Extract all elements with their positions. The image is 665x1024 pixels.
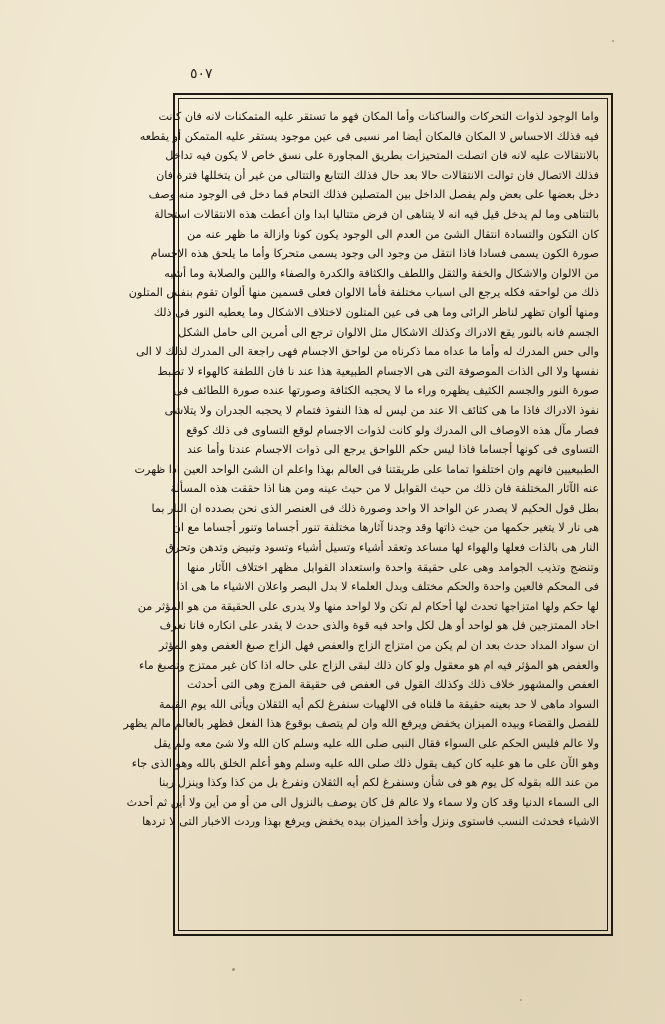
text-line: فى المحكم فالعين واحدة والحكم مختلف وبدل العلماء لا بدل البصر واعلان الاشياء ما هى اذا [176,580,599,594]
text-line: بالتناهى وما لم يدخل قيل فيه انه لا يتناهى ان فرض متتاليا ابدا وان أعطت هذه الانتقالات استحالة [154,207,599,221]
text-line: من عند الله بقوله كل يوم هو فى شأن وسنفرغ لكم أيه الثقلان ونفرغ بل من كذا وكذا وينزل ربنا [158,776,599,790]
text-line: النار هى بالذات فعلها والهواء لها مساعد وتعقد أشياء وتسيل أشياء وتسود وتبيض وتدهن وتحرق [165,541,599,555]
text-line: هى نار لا يتغير حكمها من حيث ذاتها وقد وجدنا آثارها مختلفة تنور أجساما وتنور أجساما مع ان [172,521,599,535]
text-line: نفوذ الادراك فاذا ما هى كثائف الا عند من ليس له هذا النفوذ فتمام لا يحجبه الجدران ولا يتلاشى [164,403,599,417]
text-line: واما الوجود لذوات التحركات والساكنات وأما المكان فهو ما تستقر عليه المتمكنات لانه فان كانت [158,110,599,123]
text-line: من الالوان والاشكال والخفة والثقل واللطف والكثافة والكدرة والصفاء واللين والصلابة وما أشبه [164,266,599,280]
text-line: بالانتقالات عليه لانه فان اتصلت المتحيزات بطريق المجاورة على نسق خاص لا يكون فيه تداخل [165,149,599,163]
text-line: الطبيعيين فانهم وان اختلفوا تماما على طريقتنا فى العالم بهذا واعلم ان الشئ الواحد العين اذا ظهرت [134,462,599,476]
text-line: صورة النور والجسم الكثيف يظهره وراء ما لا يحجبه الكثافة وصورتها عنده صورة اللطائف فى [173,384,599,398]
text-line: ان سواد المداد حدث بعد ان لم يكن من امتزاج الزاج والعفص فهل الزاج صبغ العفص وهو المؤثر [158,639,599,653]
text-line: للفصل والقضاء وبيده الميزان يخفض ويرفع الله وان لم يتصف بوقوع هذا الفعل فظهر بالعالم مالم يظهر [123,717,599,731]
text-line: ولا عالم فليس الحكم على السواء فقال النبى صلى الله عليه وسلم كان الله ولا شئ معه ولم يقل [153,737,599,750]
text-frame-inner [123,98,608,931]
paper-speck [232,968,235,971]
text-line: عنه الآثار المختلفة فان ذلك من حيث القوابل لا من حيث عينه ومن هنا اذا حققت هذه المسألة [170,482,599,496]
paper-speck [612,40,614,42]
text-line: والعفص هو المؤثر فيه ام هو معقول ولو كان ذلك لبقى الزاج على حاله اذا كان غير ممتزج وتصبغ ماء [139,658,599,672]
text-line: احاد الممتزجين فل هو لواحد أو هل لكل واحد فيه قوة والذى حدث لا يقدر على انكاره فانا نعرف [159,619,599,633]
text-line: السواد ماهى لا حد بعينه حقيقة ما قلناه فى الالهيات سنفرغ لكم أيه الثقلان ويأتى الله يوم القيمة [159,697,599,711]
text-line: ذلك من لواحقه فكله يرجع الى اسباب مختلفة فأما الالوان فعلى قسمين منها ألوان تقوم بنفس المتلون [128,286,599,300]
text-line: كان التكون والتسادة انتقال الشئ من العدم الى الوجود يكون كونا وازالة ما ظهر عنه من [187,227,599,241]
text-line: العفص والمشهور خلاف ذلك وكذلك القول فى العفص فى حقيقة المزج وهى التى أحدثت [187,678,599,692]
text-line: فذلك الاتصال فان توالت الانتقالات حالا بعد حال فذلك التتابع والتتالى من غير أن يتخللها فترة فان [156,168,599,182]
text-line: ومنها ألوان تظهر لناظر الرائى وما هى فى عين المتلون لاختلاف الاشكال وما يعطيه النور فى ذلك [153,305,599,319]
text-line: بطل قول الحكيم لا يصدر عن الواحد الا واحد وصورة ذلك فى العنصر الذى نحن بصدده ان النار بما [151,501,599,515]
text-line: والى حس المدرك له وأما ما عداه مما ذكرناه من لواحق الاجسام فهى راجعة الى المدرك لذلك لا الى [136,345,599,359]
text-line: لها حكم ولها امتزاجها تحدث لها أحكام لم تكن ولا لواحد منها ولا يدرى على الحقيقة من هو المؤثر من [137,599,599,613]
text-line: فصار مآل هذه الاوصاف الى المدرك ولو كانت لذوات الاجسام لوقع التساوى فى ذلك كوقع [186,423,599,437]
text-line: الى السماء الدنيا وقد كان ولا سماء ولا عالم فل كان يوصف بالنزول الى من أو من أين ولا أين ثم أحدث [126,795,599,809]
paper-speck [520,999,522,1001]
arabic-text-block [123,107,599,922]
text-line: وتنضج وتذيب الجوامد وهى على حقيقة واحدة واستعداد القوابل مظهر اختلاف الآثار منها [187,560,599,574]
text-line: نفسها ولا الى الذات الموصوفة التى هى الاجسام الطبيعية هذا عند نا فان اللطفة كالهواء لا تضبط [157,364,599,378]
text-frame-outer [123,93,613,936]
text-line: الاشياء فحدثت النسب فاستوى ونزل وأخذ الميزان بيده يخفض ويرفع بهذا وردت الاخبار التى لا تردها [142,815,599,829]
page-number: ٥٠٧ [190,66,213,82]
text-line: صورة الكون يسمى فسادا فاذا انتقل من وجود الى وجود يسمى متحركا وأما ما يلحق هذه الاجسام [150,247,599,261]
text-line: فيه فذلك الاحساس لا المكان فالمكان أيضا امر نسبى فى عين موجود يستقر عليه المتمكن أو يقطعه [139,129,599,143]
text-line: وهو الآن على ما هو عليه كان كيف يقول ذلك صلى الله عليه وسلم وهو أعلم الخلق بالله وهو الذى جاء [131,756,599,770]
text-line: التساوى فى كونها أجساما فاذا ليس حكم اللواحق يرجع الى ذوات الاجسام عندنا وأما عند [187,443,599,457]
text-line: دخل بعضها على بعض ولم يفصل الداخل بين المتصلين فذلك التحام فما دخل فى الوجود منه وصف [148,188,599,202]
text-line: الجسم فانه بالنور يقع الادراك وكذلك الاشكال مثل الالوان ترجع الى أمرين الى حامل الشكل [178,325,599,339]
